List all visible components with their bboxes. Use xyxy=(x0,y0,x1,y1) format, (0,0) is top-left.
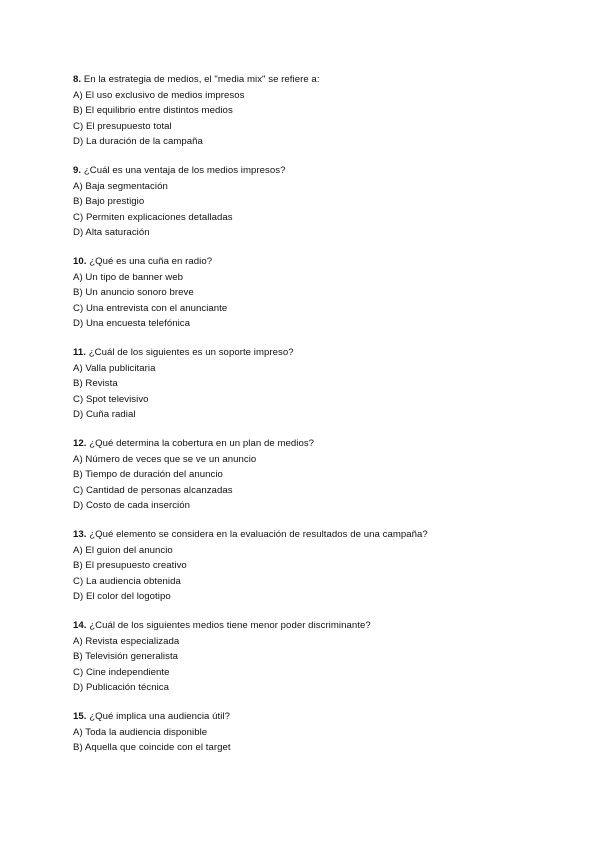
question-block xyxy=(73,709,573,756)
question-block xyxy=(73,527,573,605)
question-line xyxy=(73,345,573,361)
question-number: 14. xyxy=(73,620,87,631)
question-text: ¿Qué elemento se considera en la evaluación de resultados de una campaña? xyxy=(89,529,428,540)
question-block xyxy=(73,345,573,423)
answer-option: B) El presupuesto creativo xyxy=(73,560,187,571)
question-line xyxy=(73,163,573,179)
answer-option: D) Publicación técnica xyxy=(73,682,170,693)
answer-option: C) Cine independiente xyxy=(73,666,170,678)
answer-option: C) Spot televisivo xyxy=(73,393,149,405)
question-text: ¿Cuál de los siguientes medios tiene menor poder discriminante? xyxy=(89,620,371,631)
question-number: 11. xyxy=(73,347,86,358)
answer-option: B) Revista xyxy=(73,378,118,389)
question-block xyxy=(73,436,573,514)
question-number: 15. xyxy=(73,711,87,722)
question-list xyxy=(73,72,573,769)
answer-option: D) La duración de la campaña xyxy=(73,136,203,147)
question-number: 8. xyxy=(73,74,82,85)
answer-option: D) El color del logotipo xyxy=(73,591,171,602)
answer-option: B) Bajo prestigio xyxy=(73,196,145,207)
answer-option: A) Toda la audiencia disponible xyxy=(73,726,208,738)
question-block xyxy=(73,163,573,241)
question-block xyxy=(73,72,573,150)
question-block xyxy=(73,254,573,332)
question-line xyxy=(73,618,573,634)
question-text: ¿Cuál es una ventaja de los medios impresos? xyxy=(83,165,286,176)
question-block xyxy=(73,618,573,696)
question-line xyxy=(73,72,573,88)
answer-option: B) El equilibrio entre distintos medios xyxy=(73,105,233,116)
answer-option: B) Televisión generalista xyxy=(73,651,179,662)
question-number: 13. xyxy=(73,529,87,540)
answer-option: A) El guion del anuncio xyxy=(73,544,173,556)
answer-option: A) Baja segmentación xyxy=(73,180,168,192)
question-text: ¿Qué determina la cobertura en un plan de medios? xyxy=(89,438,315,449)
question-line xyxy=(73,527,573,543)
question-line xyxy=(73,709,573,725)
question-line xyxy=(73,436,573,452)
question-number: 12. xyxy=(73,438,87,449)
question-text: ¿Qué implica una audiencia útil? xyxy=(89,711,231,722)
answer-option: D) Cuña radial xyxy=(73,409,136,420)
answer-option: B) Un anuncio sonoro breve xyxy=(73,287,194,298)
answer-option: A) Revista especializada xyxy=(73,635,180,647)
question-text: ¿Qué es una cuña en radio? xyxy=(89,256,213,267)
question-text: ¿Cuál de los siguientes es un soporte impreso? xyxy=(88,347,294,358)
answer-option: C) El presupuesto total xyxy=(73,120,172,132)
answer-option: C) La audiencia obtenida xyxy=(73,575,181,587)
answer-option: B) Aquella que coincide con el target xyxy=(73,742,231,753)
answer-option: D) Una encuesta telefónica xyxy=(73,318,191,329)
answer-option: D) Costo de cada inserción xyxy=(73,500,191,511)
answer-option: C) Una entrevista con el anunciante xyxy=(73,302,228,314)
question-line xyxy=(73,254,573,270)
question-text: En la estrategia de medios, el "media mix" se refiere a: xyxy=(83,74,320,85)
answer-option: A) Número de veces que se ve un anuncio xyxy=(73,453,257,465)
answer-option: A) Valla publicitaria xyxy=(73,362,156,374)
answer-option: C) Permiten explicaciones detalladas xyxy=(73,211,233,223)
answer-option: A) Un tipo de banner web xyxy=(73,271,183,283)
answer-option: D) Alta saturación xyxy=(73,227,150,238)
question-number: 10. xyxy=(73,256,87,267)
answer-option: C) Cantidad de personas alcanzadas xyxy=(73,484,233,496)
answer-option: B) Tiempo de duración del anuncio xyxy=(73,469,223,480)
answer-option: A) El uso exclusivo de medios impresos xyxy=(73,89,245,101)
question-number: 9. xyxy=(73,165,82,176)
